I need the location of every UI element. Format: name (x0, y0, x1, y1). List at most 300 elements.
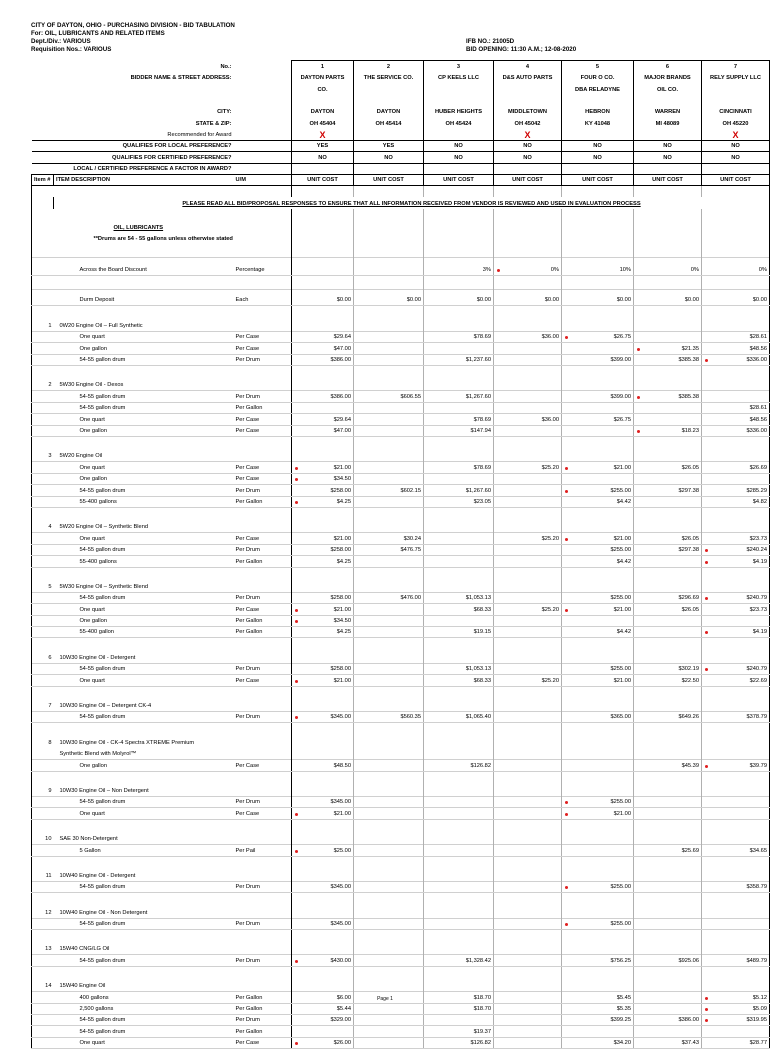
cell (32, 473, 54, 484)
unit-price (634, 354, 702, 365)
unit-price (292, 955, 354, 966)
cell (702, 276, 770, 290)
cell (54, 723, 292, 737)
cell (354, 652, 424, 663)
vendor-name: DAYTON PARTS (292, 72, 354, 83)
cell (354, 276, 424, 290)
price-value: $26.69 (749, 464, 767, 471)
cell (424, 944, 494, 955)
price-value: $28.61 (749, 334, 767, 341)
price-value: $399.00 (610, 357, 631, 364)
cell (494, 186, 562, 197)
cell (292, 233, 354, 244)
price-value: $21.00 (613, 677, 631, 684)
cell (494, 748, 562, 759)
cell (424, 244, 494, 258)
unit-price (562, 544, 634, 555)
price-value: $78.69 (473, 464, 491, 471)
cell (292, 748, 354, 759)
cell (32, 723, 54, 737)
award-mark (634, 129, 702, 140)
price-value: $45.39 (681, 762, 699, 769)
cell (424, 567, 494, 581)
cell (32, 197, 54, 209)
award-dot-icon (295, 960, 298, 963)
cell (634, 380, 702, 391)
award-mark (562, 129, 634, 140)
cell (54, 244, 292, 258)
cell (32, 258, 54, 276)
item-number: 13 (32, 944, 54, 955)
cell (702, 567, 770, 581)
line-description: 2,500 gallons (54, 1003, 234, 1014)
line-um: Per Case (234, 760, 292, 771)
unit-price (292, 473, 354, 484)
unit-price (634, 343, 702, 354)
unit-price (354, 1026, 424, 1037)
price-value: $399.25 (610, 1017, 631, 1024)
cell (234, 944, 292, 955)
local-preference: NO (702, 140, 770, 151)
cell (32, 425, 54, 436)
cell (54, 966, 292, 980)
cell (424, 638, 494, 652)
line-description: Across the Board Discount (54, 258, 234, 276)
unit-price (292, 604, 354, 615)
vendor-city: DAYTON (292, 106, 354, 117)
cell (54, 567, 292, 581)
unit-price (634, 881, 702, 892)
item-number: 6 (32, 652, 54, 663)
unit-price (494, 343, 562, 354)
unit-price (494, 760, 562, 771)
cell (702, 785, 770, 796)
cell (424, 221, 494, 232)
price-value: $26.75 (613, 416, 631, 423)
cell (494, 966, 562, 980)
cell (234, 83, 292, 94)
cell (424, 366, 494, 380)
unit-price (562, 592, 634, 603)
vendor-number: 2 (354, 61, 424, 72)
cell (292, 930, 354, 944)
cell (354, 95, 424, 106)
unit-price (634, 331, 702, 342)
cell (562, 276, 634, 290)
price-value: $26.05 (681, 535, 699, 542)
unit-price (634, 1026, 702, 1037)
vendor-number: 7 (702, 61, 770, 72)
cell (562, 771, 634, 785)
cell (702, 366, 770, 380)
price-value: $23.05 (473, 498, 491, 505)
unit-price (292, 760, 354, 771)
price-value: $0.00 (752, 297, 767, 304)
price-value: $78.69 (473, 334, 491, 341)
cell (562, 686, 634, 700)
cell (634, 186, 702, 197)
cell (32, 955, 54, 966)
cell (354, 686, 424, 700)
local-preference: NO (494, 140, 562, 151)
unit-price (354, 258, 424, 276)
price-value: 3% (482, 267, 491, 274)
unit-price (292, 712, 354, 723)
cell (562, 833, 634, 844)
label-recommended: Recommended for Award (167, 131, 232, 138)
award-dot-icon (295, 1042, 298, 1045)
price-value: $25.20 (541, 535, 559, 542)
cell (634, 833, 702, 844)
cell (562, 320, 634, 331)
award-dot-icon (295, 680, 298, 683)
unit-price (354, 343, 424, 354)
price-value: $26.05 (681, 606, 699, 613)
cell (234, 700, 292, 711)
item-title: 5W20 Engine Oil – Synthetic Blend (59, 524, 149, 531)
cell (494, 366, 562, 380)
cell (354, 186, 424, 197)
price-value: $258.00 (330, 547, 351, 554)
unit-price (702, 1037, 770, 1048)
unit-price (292, 1015, 354, 1026)
unit-price (562, 402, 634, 413)
price-value: $1,065.40 (465, 714, 491, 721)
cell (634, 980, 702, 991)
unit-price (702, 808, 770, 819)
unit-price (424, 290, 494, 306)
unit-price (292, 485, 354, 496)
unit-price (424, 402, 494, 413)
cell (634, 870, 702, 881)
cell (354, 833, 424, 844)
line-um: Per Case (234, 533, 292, 544)
unit-price (562, 533, 634, 544)
cell (562, 221, 634, 232)
unit-price (494, 402, 562, 413)
cell (562, 966, 634, 980)
unit-price (494, 615, 562, 626)
cell (32, 796, 54, 807)
cell (32, 663, 54, 674)
unit-price (702, 955, 770, 966)
vendor-number: 5 (562, 61, 634, 72)
cell (634, 306, 702, 320)
unit-price (494, 808, 562, 819)
price-value: $21.00 (333, 535, 351, 542)
line-um: Per Case (234, 604, 292, 615)
price-value: $4.82 (752, 498, 767, 505)
cell (494, 507, 562, 521)
price-value: $22.69 (749, 677, 767, 684)
price-value: $25.00 (333, 847, 351, 854)
price-value: $602.15 (400, 487, 421, 494)
doc-dept: Dept./Div.: VARIOUS (31, 38, 91, 45)
cell (32, 414, 54, 425)
label-city: CITY: (217, 109, 232, 116)
item-title: 10W40 Engine Oil - Non Detergent (59, 909, 148, 916)
line-description: 54-55 gallon drum (54, 544, 234, 555)
col-unit-cost: UNIT COST (702, 174, 770, 185)
award-mark (354, 129, 424, 140)
cell (702, 700, 770, 711)
line-um: Per Drum (234, 544, 292, 555)
unit-price (292, 675, 354, 686)
cell (562, 380, 634, 391)
line-um: Per Case (234, 343, 292, 354)
cell (54, 276, 292, 290)
cell (32, 507, 54, 521)
price-value: $240.24 (746, 547, 767, 554)
cell (494, 980, 562, 991)
col-unit-cost: UNIT COST (634, 174, 702, 185)
unit-price (424, 544, 494, 555)
cell (234, 221, 292, 232)
vendor-number: 4 (494, 61, 562, 72)
unit-price (354, 615, 424, 626)
vendor-city: WARREN (634, 106, 702, 117)
unit-price (354, 1037, 424, 1048)
cell (354, 233, 424, 244)
cell (32, 402, 54, 413)
item-number: 12 (32, 907, 54, 918)
vendor-city: HUBER HEIGHTS (424, 106, 494, 117)
price-value: $48.50 (333, 762, 351, 769)
unit-price (494, 592, 562, 603)
price-value: $378.79 (746, 714, 767, 721)
cell (424, 723, 494, 737)
col-item-number: Item # (32, 174, 54, 185)
unit-price (292, 808, 354, 819)
unit-price (292, 1026, 354, 1037)
unit-price (354, 354, 424, 365)
line-um: Per Case (234, 462, 292, 473)
cell (702, 907, 770, 918)
cell (32, 209, 54, 221)
price-value: $0.00 (544, 297, 559, 304)
cell (634, 95, 702, 106)
unit-price (634, 258, 702, 276)
unit-price (494, 425, 562, 436)
unit-price (494, 796, 562, 807)
col-um: U/M (234, 174, 292, 185)
local-preference: YES (292, 140, 354, 151)
cell (562, 436, 634, 450)
line-um: Per Case (234, 1037, 292, 1048)
cell (494, 737, 562, 748)
item-title: 10W30 Engine Oil - Detergent (59, 654, 136, 661)
unit-price (292, 615, 354, 626)
price-value: $21.00 (333, 464, 351, 471)
cell (292, 95, 354, 106)
cell (292, 244, 354, 258)
price-value: $255.00 (610, 666, 631, 673)
unit-price (702, 1015, 770, 1026)
cell (354, 209, 424, 221)
cell (234, 521, 292, 532)
vendor-city: DAYTON (354, 106, 424, 117)
cell (32, 592, 54, 603)
item-title: 5W30 Engine Oil – Synthetic Blend (59, 583, 149, 590)
unit-price (494, 1015, 562, 1026)
award-dot-icon (705, 1008, 708, 1011)
cell (562, 819, 634, 833)
cell (562, 856, 634, 870)
price-value: $925.06 (678, 957, 699, 964)
cell (234, 61, 292, 72)
cell (494, 233, 562, 244)
unit-price (292, 544, 354, 555)
unit-price (702, 663, 770, 674)
price-value: $47.00 (333, 427, 351, 434)
vendor-state-zip: KY 41048 (562, 117, 634, 128)
price-value: $19.15 (473, 629, 491, 636)
cell (562, 450, 634, 461)
award-dot-icon (565, 886, 568, 889)
cell (292, 366, 354, 380)
cell (234, 980, 292, 991)
price-value: $21.00 (333, 810, 351, 817)
cell (702, 930, 770, 944)
cell (702, 186, 770, 197)
cell (424, 652, 494, 663)
unit-price (634, 675, 702, 686)
label-preference-factor: LOCAL / CERTIFIED PREFERENCE A FACTOR IN AWARD? (32, 163, 234, 174)
cell (562, 737, 634, 748)
unit-price (424, 918, 494, 929)
cell (32, 808, 54, 819)
unit-price (634, 592, 702, 603)
cell (234, 233, 292, 244)
cell (634, 819, 702, 833)
cell (354, 450, 424, 461)
price-value: $48.56 (749, 416, 767, 423)
unit-price (354, 918, 424, 929)
cell (702, 980, 770, 991)
price-value: $5.12 (752, 994, 767, 1001)
price-value: $5.45 (616, 994, 631, 1001)
price-value: $21.00 (613, 810, 631, 817)
unit-price (354, 627, 424, 638)
award-dot-icon (295, 467, 298, 470)
cell (702, 748, 770, 759)
vendor-city: MIDDLETOWN (494, 106, 562, 117)
cell (354, 436, 424, 450)
cell (702, 893, 770, 907)
price-value: $5.44 (336, 1006, 351, 1013)
cell (634, 320, 702, 331)
item-title: 5W30 Engine Oil - Dexos (59, 382, 124, 389)
vendor-name: RELY SUPPLY LLC (702, 72, 770, 83)
unit-price (292, 414, 354, 425)
item-number: 11 (32, 870, 54, 881)
line-description: 400 gallons (54, 992, 234, 1003)
cell (234, 320, 292, 331)
price-value: $25.69 (681, 847, 699, 854)
cell (562, 244, 634, 258)
price-value: $37.43 (681, 1040, 699, 1047)
price-value: $19.37 (473, 1028, 491, 1035)
cell (292, 819, 354, 833)
unit-price (292, 331, 354, 342)
cell (234, 95, 292, 106)
cell (292, 686, 354, 700)
cell (562, 700, 634, 711)
unit-price (354, 675, 424, 686)
cell (354, 320, 424, 331)
cell (32, 436, 54, 450)
line-um: Per Gallon (234, 402, 292, 413)
unit-price (494, 473, 562, 484)
cell (424, 966, 494, 980)
price-value: $386.00 (330, 393, 351, 400)
price-value: $4.19 (752, 629, 767, 636)
unit-price (494, 331, 562, 342)
unit-price (702, 796, 770, 807)
cell (292, 581, 354, 592)
unit-price (702, 290, 770, 306)
price-value: $255.00 (610, 547, 631, 554)
line-description: 54-55 gallon drum (54, 485, 234, 496)
unit-price (634, 955, 702, 966)
award-dot-icon (565, 538, 568, 541)
award-dot-icon (295, 850, 298, 853)
price-value: $258.00 (330, 595, 351, 602)
price-value: $1,053.13 (465, 595, 491, 602)
cell (234, 737, 292, 748)
price-value: $756.25 (610, 957, 631, 964)
cell (32, 95, 234, 106)
award-dot-icon (565, 336, 568, 339)
unit-price (634, 1003, 702, 1014)
unit-price (702, 675, 770, 686)
cell (634, 652, 702, 663)
cell (54, 771, 292, 785)
award-dot-icon (295, 813, 298, 816)
price-value: $255.00 (610, 884, 631, 891)
price-value: 0% (690, 267, 699, 274)
cell (634, 567, 702, 581)
unit-price (424, 331, 494, 342)
vendor-name: MAJOR BRANDS (634, 72, 702, 83)
price-value: $385.38 (678, 393, 699, 400)
unit-price (562, 354, 634, 365)
cell (562, 306, 634, 320)
price-value: $18.70 (473, 994, 491, 1001)
cell (562, 930, 634, 944)
cell (292, 163, 354, 174)
cell (702, 521, 770, 532)
cell (32, 244, 54, 258)
price-value: $5.09 (752, 1006, 767, 1013)
unit-price (494, 1003, 562, 1014)
unit-price (494, 1026, 562, 1037)
line-description: One quart (54, 808, 234, 819)
cell (424, 833, 494, 844)
cell (292, 833, 354, 844)
line-description: One quart (54, 1037, 234, 1048)
award-dot-icon (705, 597, 708, 600)
cell (32, 845, 54, 856)
local-preference: YES (354, 140, 424, 151)
cell (292, 306, 354, 320)
cell (234, 163, 292, 174)
cell (702, 450, 770, 461)
unit-price (354, 592, 424, 603)
cell (562, 893, 634, 907)
cell (494, 380, 562, 391)
cell (494, 521, 562, 532)
